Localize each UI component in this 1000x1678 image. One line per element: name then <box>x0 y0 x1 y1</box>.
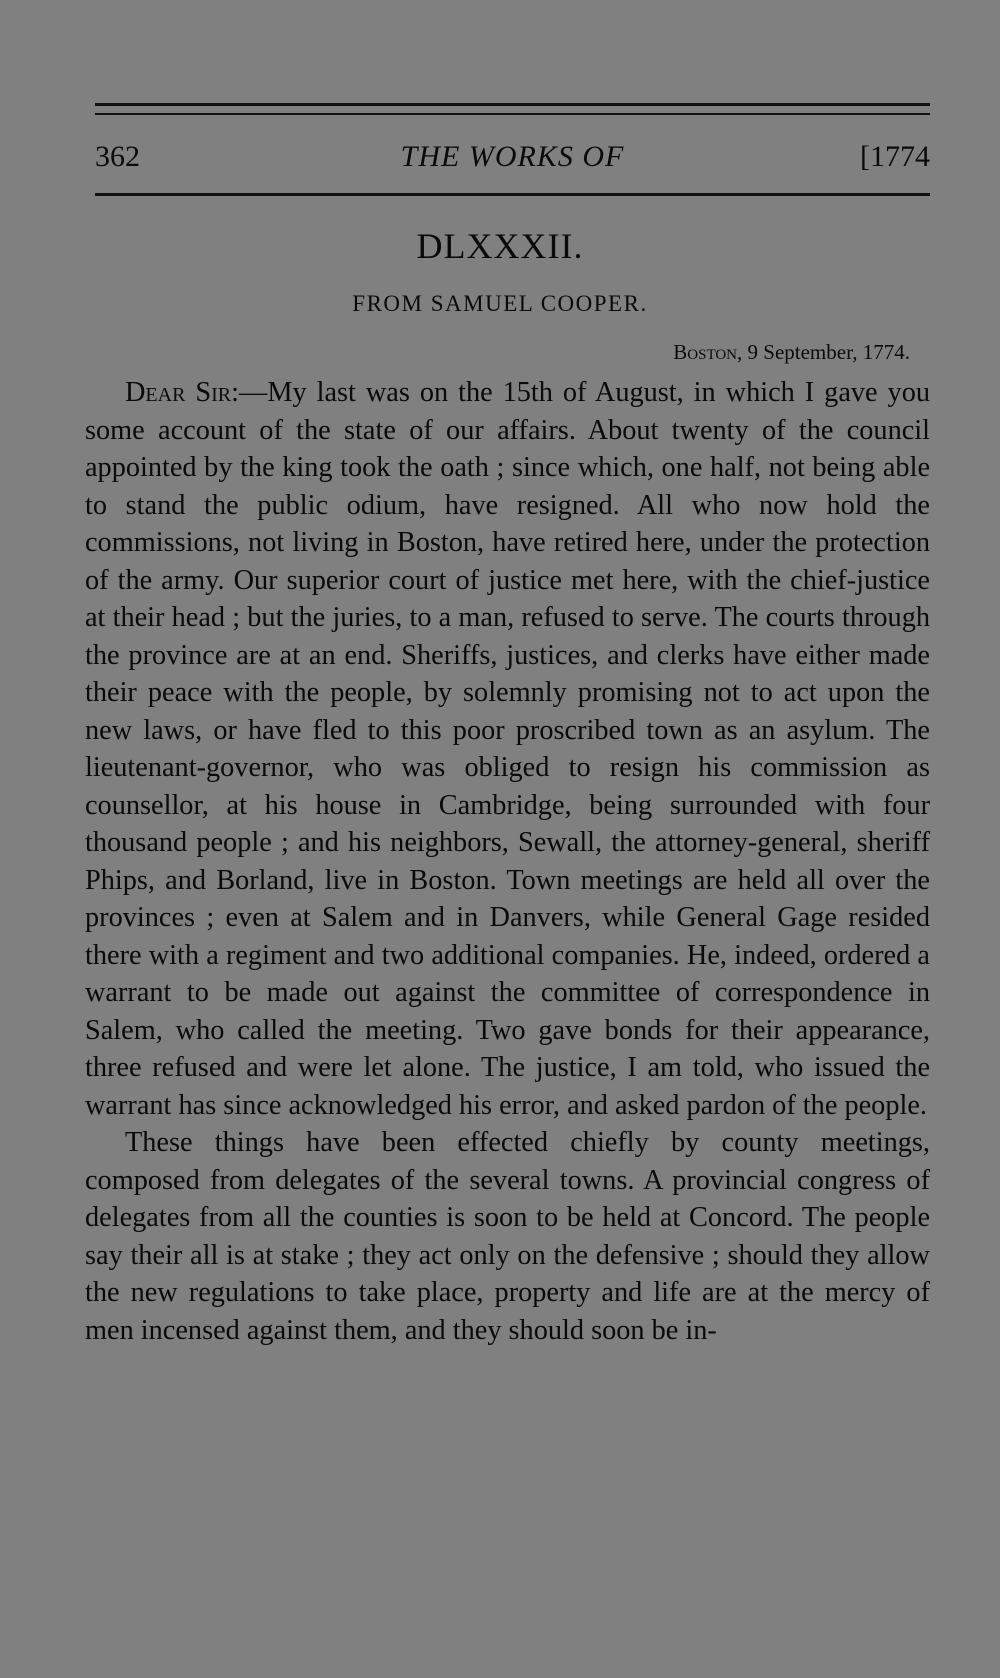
top-rule <box>95 103 930 106</box>
paragraph-text: :—My last was on the 15th of August, in which I gave you some account of the state of our affairs. About twenty of the council appointed by the king took the oath ; since which, one half, not being able to stand the public odium, have resigned. All who now hold the commissions, not living in Boston, have retired here, under the protection of the army. Our superior court of justice met here, with the chief-justice at their head ; but the juries, to a man, refused to serve. The courts through the province are at an end. Sheriffs, justices, and clerks have either made their peace with the people, by solemnly promising not to act upon the new laws, or have fled to this poor proscribed town as an asylum. The lieutenant-governor, who was obliged to resign his commission as counsellor, at his house in Cambridge, being surrounded with four thousand people ; and his neighbors, Sewall, the attorney-general, sheriff Phips, and Borland, live in Boston. Town meetings are held all over the provinces ; even at Salem and in Danvers, while General Gage resided there with a regiment and two additional companies. He, indeed, ordered a warrant to be made out against the committee of correspondence in Salem, who called the meeting. Two gave bonds for their appearance, three refused and were let alone. The justice, I am told, who issued the warrant has since acknowledged his error, and asked pardon of the people. <box>85 377 931 1121</box>
dateline-date: 9 September, 1774. <box>742 340 910 364</box>
letter-number: DLXXXII. <box>416 226 584 266</box>
dateline-place: Boston, <box>673 340 743 364</box>
letter-body <box>85 374 930 1349</box>
paragraph <box>85 374 930 1124</box>
page-number: 362 <box>95 140 140 173</box>
letter-author: FROM SAMUEL COOPER. <box>352 291 648 316</box>
salutation: Dear Sir <box>125 377 232 408</box>
running-title: THE WORKS OF <box>400 140 625 173</box>
paragraph: These things have been effected chiefly by county meetings, composed from delegates of the several towns. A provincial congress of delegates from all the counties is soon to be held at Concord. The people say their all is at stake ; they act only on the defensive ; should they allow the new regulations to take place, property and life are at the mercy of men incensed against them, and they should soon be in- <box>85 1127 930 1346</box>
running-head <box>95 140 930 180</box>
header-rule <box>95 193 930 196</box>
running-year: [1774 <box>860 140 930 173</box>
top-rule-secondary <box>95 113 930 115</box>
dateline <box>673 340 910 365</box>
